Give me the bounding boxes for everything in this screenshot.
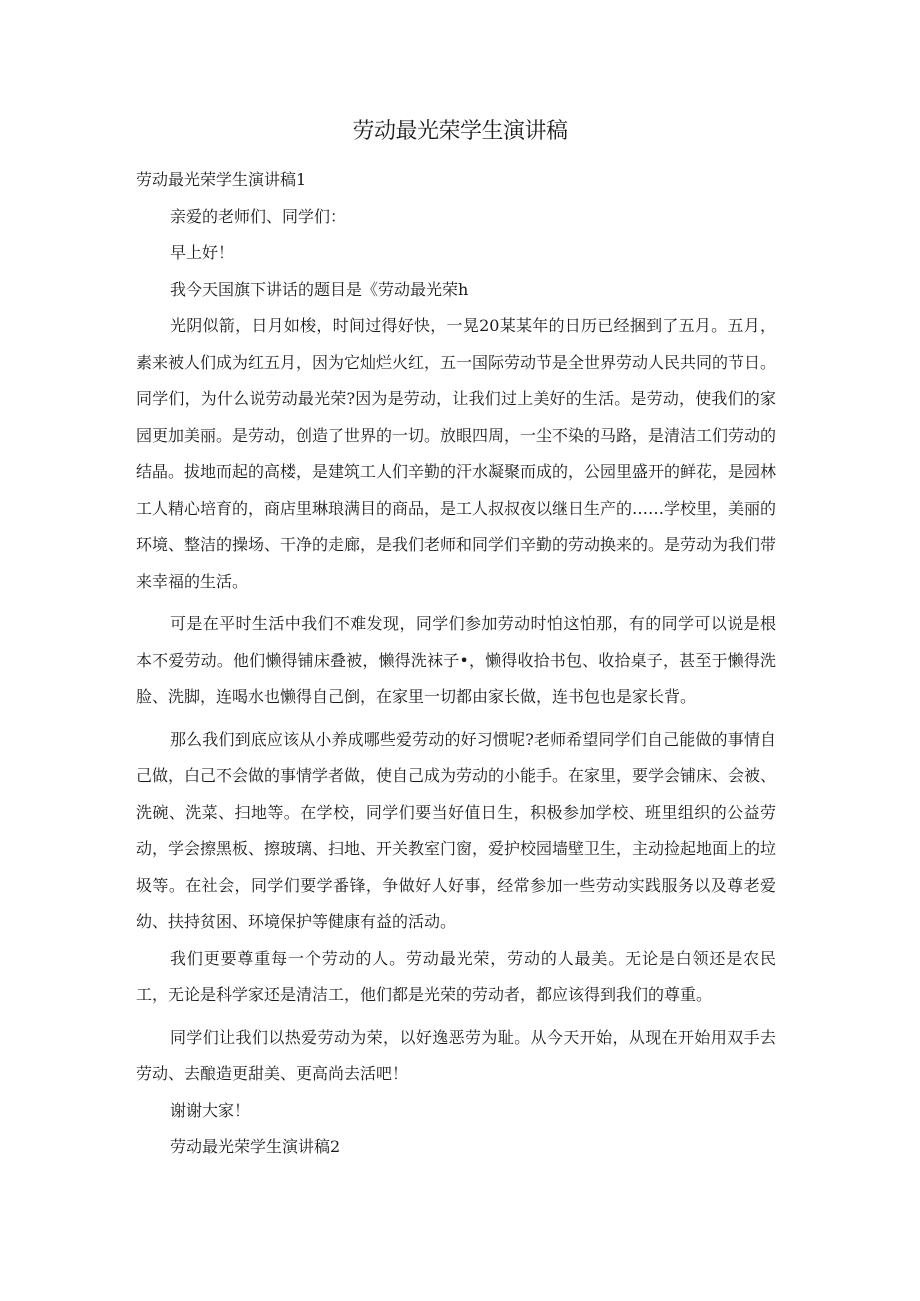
body-paragraph-4: 我们更要尊重每一个劳动的人。劳动最光荣，劳动的人最美。无论是白领还是农民工，无论是科学家还是清洁工，他们都是光荣的劳动者，都应该得到我们的尊重。 [136,948,776,1004]
body-paragraph-2: 可是在平时生活中我们不难发现，同学们参加劳动时怕这怕那，有的同学可以说是根本不爱劳动。他们懒得铺床叠被，懒得洗袜子•，懒得收拾书包、收拾桌子，甚至于懒得洗脸、洗脚，连喝水也懒得自己倒，在家里一切都由家长做，连书包也是家长背。 [136,614,776,706]
body-paragraph-5: 同学们让我们以热爱劳动为荣，以好逸恶劳为耻。从今天开始，从现在开始用双手去劳动、去酿造更甜美、更高尚去活吧！ [136,1027,776,1083]
section-heading: 劳动最光荣学生演讲稿1 [136,170,307,189]
closing-thanks: 谢谢大家！ [170,1100,251,1120]
body-paragraph-3: 那么我们到底应该从小养成哪些爱劳动的好习惯呢?老师希望同学们自己能做的事情自己做，白己不会做的事情学者做，使自己成为劳动的小能手。在家里，要学会铺床、会被、洗碗、洗菜、扫地等。在学校，同学们要当好值日生，积极参加学校、班里组织的公益劳动，学会擦黑板、擦玻璃、扫地、开关教室门窗，爱护校园墙壁卫生，主动捡起地面上的垃圾等。在社会，同学们要学番锋，争做好人好事，经常参加一些劳动实践服务以及尊老爱幼、扶持贫困、环境保护等健康有益的活动。 [136,729,777,931]
body-paragraph-1: 光阴似箭，日月如梭，时间过得好快，一晃20某某年的日历已经捆到了五月。五月，素来被人们成为红五月，因为它灿烂火红，五一国际劳动节是全世界劳动人民共同的节日。同学们，为什么说劳动最光荣?因为是劳动，让我们过上美好的生活。是劳动，使我们的家园更加美丽。是劳动，创造了世界的一切。放眼四周，一尘不染的马路，是清洁工们劳动的结晶。拔地而起的高楼，是建筑工人们辛勤的汗水凝聚而成的，公园里盛开的鲜花，是园林工人精心培育的，商店里琳琅满目的商品，是工人叔叔夜以继日生产的……学校里，美丽的环境、整洁的操场、干净的走廊，是我们老师和同学们辛勤的劳动换来的。是劳动为我们带来幸福的生活。 [136,316,777,591]
speech-topic: 我今天国旗下讲话的题目是《劳动最光荣h [170,279,469,299]
greeting-paragraph: 亲爱的老师们、同学们： [170,206,347,226]
document-title: 劳动最光荣学生演讲稿 [352,119,568,144]
section2-heading: 劳动最光荣学生演讲稿2 [170,1137,341,1156]
document-body [136,162,776,1166]
morning-greeting: 早上好！ [170,243,235,262]
